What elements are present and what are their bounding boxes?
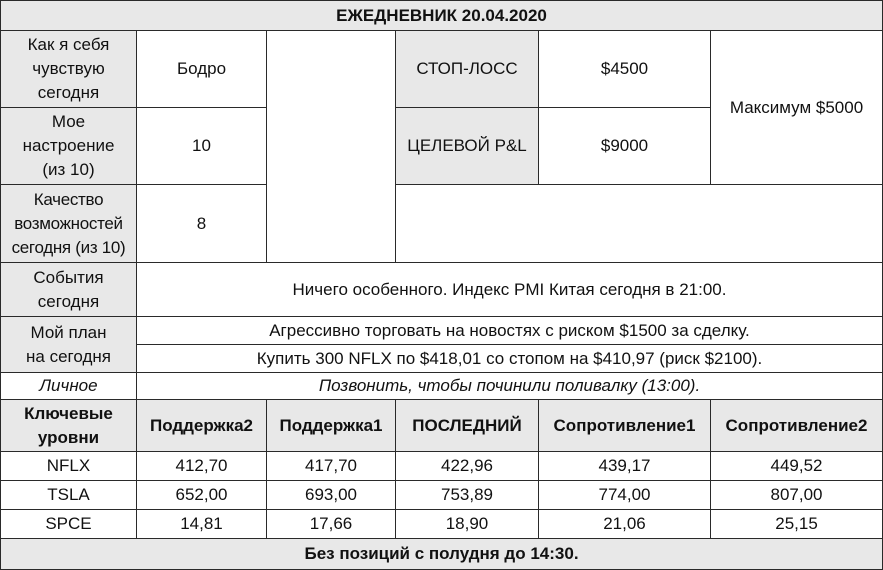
events-value: Ничего особенного. Индекс PMI Китая сегодня в 21:00. bbox=[137, 263, 883, 317]
max-loss-cell: Максимум $5000 bbox=[711, 31, 883, 185]
plan-line-2: Купить 300 NFLX по $418,01 со стопом на $410,97 (риск $2100). bbox=[137, 345, 883, 373]
plan-line-1: Агрессивно торговать на новостях с риском $1500 за сделку. bbox=[137, 317, 883, 345]
footer-row bbox=[1, 539, 883, 570]
target-pnl-value: $9000 bbox=[539, 108, 711, 185]
plan-label: Мой план на сегодня bbox=[1, 317, 137, 373]
level-cell: 439,17 bbox=[539, 452, 711, 481]
level-cell: 25,15 bbox=[711, 510, 883, 539]
feeling-value: Бодро bbox=[137, 31, 267, 108]
plan-row-1 bbox=[1, 317, 883, 345]
table-row bbox=[1, 452, 883, 481]
level-cell: 774,00 bbox=[539, 481, 711, 510]
levels-header-resistance2: Сопротивление2 bbox=[711, 400, 883, 452]
personal-value: Позвонить, чтобы починили поливалку (13:00). bbox=[137, 373, 883, 400]
level-cell: 652,00 bbox=[137, 481, 267, 510]
opportunities-row bbox=[1, 185, 883, 263]
level-cell: 21,06 bbox=[539, 510, 711, 539]
table-row bbox=[1, 510, 883, 539]
personal-label: Личное bbox=[1, 373, 137, 400]
feeling-row bbox=[1, 31, 883, 108]
target-pnl-label: ЦЕЛЕВОЙ P&L bbox=[396, 108, 539, 185]
level-cell: 18,90 bbox=[396, 510, 539, 539]
level-cell: 422,96 bbox=[396, 452, 539, 481]
ticker-cell: SPCE bbox=[1, 510, 137, 539]
footer-note: Без позиций с полудня до 14:30. bbox=[1, 539, 883, 570]
ticker-cell: TSLA bbox=[1, 481, 137, 510]
stop-loss-value: $4500 bbox=[539, 31, 711, 108]
level-cell: 693,00 bbox=[267, 481, 396, 510]
table-row bbox=[1, 481, 883, 510]
level-cell: 417,70 bbox=[267, 452, 396, 481]
personal-row bbox=[1, 373, 883, 400]
levels-header-key: Ключевые уровни bbox=[1, 400, 137, 452]
level-cell: 807,00 bbox=[711, 481, 883, 510]
title-row bbox=[1, 1, 883, 31]
levels-header-support1: Поддержка1 bbox=[267, 400, 396, 452]
events-label: События сегодня bbox=[1, 263, 137, 317]
events-row bbox=[1, 263, 883, 317]
level-cell: 14,81 bbox=[137, 510, 267, 539]
levels-header-support2: Поддержка2 bbox=[137, 400, 267, 452]
opportunities-label: Качество возможностей сегодня (из 10) bbox=[1, 185, 137, 263]
level-cell: 449,52 bbox=[711, 452, 883, 481]
opportunities-value: 8 bbox=[137, 185, 267, 263]
levels-header-last: ПОСЛЕДНИЙ bbox=[396, 400, 539, 452]
level-cell: 17,66 bbox=[267, 510, 396, 539]
mood-value: 10 bbox=[137, 108, 267, 185]
mood-label: Мое настроение (из 10) bbox=[1, 108, 137, 185]
levels-header-row bbox=[1, 400, 883, 452]
level-cell: 412,70 bbox=[137, 452, 267, 481]
feeling-label: Как я себя чувствую сегодня bbox=[1, 31, 137, 108]
empty-right-block bbox=[396, 185, 883, 263]
levels-header-resistance1: Сопротивление1 bbox=[539, 400, 711, 452]
empty-block bbox=[267, 31, 396, 263]
level-cell: 753,89 bbox=[396, 481, 539, 510]
journal-title: ЕЖЕДНЕВНИК 20.04.2020 bbox=[1, 1, 883, 31]
ticker-cell: NFLX bbox=[1, 452, 137, 481]
stop-loss-label: СТОП-ЛОСС bbox=[396, 31, 539, 108]
